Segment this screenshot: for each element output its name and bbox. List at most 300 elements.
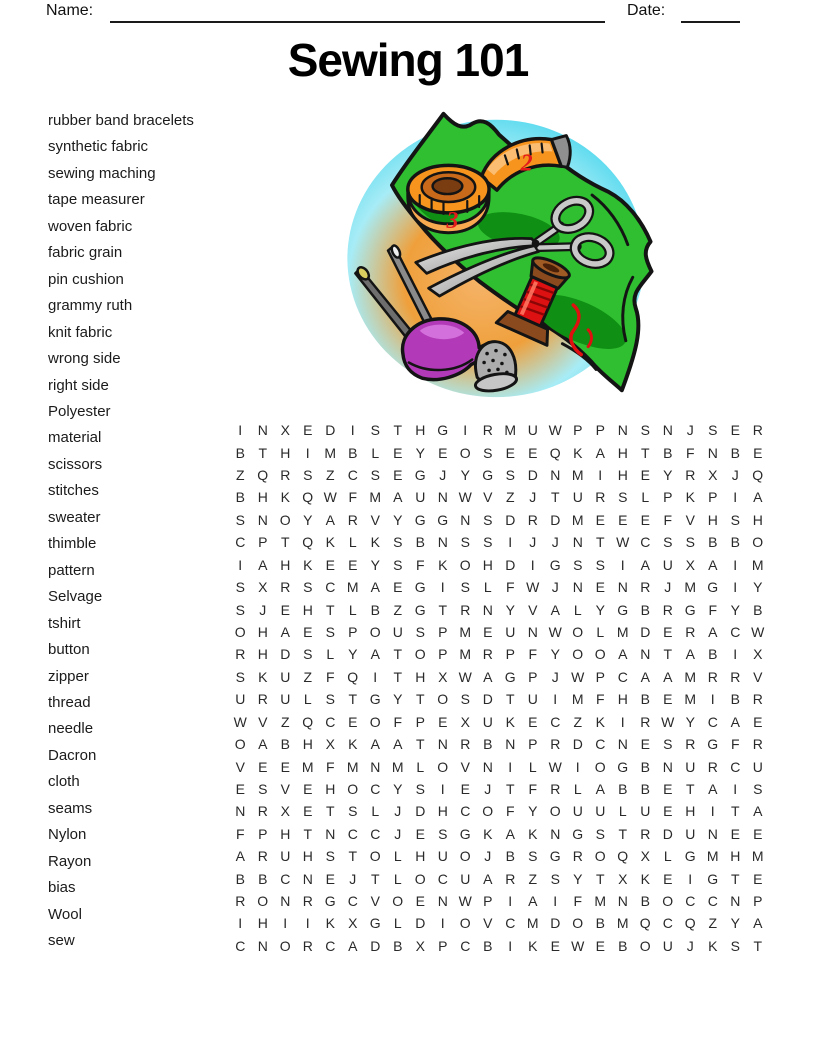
grid-letter: G (707, 736, 719, 753)
grid-letter: L (641, 489, 650, 506)
grid-letter: N (617, 736, 628, 753)
grid-letter: A (370, 579, 380, 596)
grid-letter: N (460, 511, 471, 528)
grid-letter: S (303, 579, 313, 596)
grid-letter: S (483, 444, 493, 461)
grid-letter: T (348, 691, 358, 708)
grid-letter: B (663, 444, 673, 461)
word-list-item: seams (48, 799, 93, 817)
grid-letter: E (393, 467, 403, 484)
grid-letter: M (346, 758, 359, 775)
grid-letter: R (640, 713, 651, 730)
grid-letter: M (571, 467, 584, 484)
grid-letter: T (393, 646, 403, 663)
grid-letter: C (550, 713, 561, 730)
grid-letter: P (505, 646, 515, 663)
grid-letter: K (505, 713, 515, 730)
grid-letter: L (393, 915, 402, 932)
grid-letter: X (280, 422, 290, 439)
grid-letter: H (415, 422, 426, 439)
grid-letter: A (595, 780, 605, 797)
grid-letter: L (326, 646, 335, 663)
grid-letter: Q (639, 915, 651, 932)
grid-letter: D (325, 422, 336, 439)
grid-letter: C (505, 915, 516, 932)
grid-letter: F (235, 825, 245, 842)
grid-letter: M (751, 556, 764, 573)
grid-letter: I (733, 556, 738, 573)
grid-letter: G (617, 601, 629, 618)
grid-letter: J (394, 803, 402, 820)
grid-letter: M (571, 511, 584, 528)
grid-letter: J (349, 870, 357, 887)
grid-letter: H (257, 489, 268, 506)
grid-letter: R (482, 422, 493, 439)
grid-letter: A (753, 489, 763, 506)
grid-letter: H (617, 691, 628, 708)
grid-letter: L (348, 601, 357, 618)
grid-letter: J (551, 579, 559, 596)
word-list-item: zipper (48, 667, 89, 685)
grid-letter: E (753, 870, 763, 887)
grid-letter: D (482, 691, 493, 708)
grid-letter: F (325, 668, 335, 685)
grid-letter: R (685, 624, 696, 640)
grid-letter: Y (730, 601, 740, 618)
grid-letter: E (460, 780, 470, 797)
grid-letter: H (752, 511, 763, 528)
grid-letter: I (508, 758, 513, 775)
grid-letter: R (257, 691, 268, 708)
word-list-item: fabric grain (48, 244, 123, 262)
grid-letter: W (458, 489, 472, 506)
grid-letter: S (753, 780, 763, 797)
word-list-item: tape measurer (48, 191, 145, 209)
grid-letter: S (235, 668, 245, 685)
grid-letter: S (235, 511, 245, 528)
word-list-item: thread (48, 693, 91, 711)
grid-letter: E (730, 422, 740, 439)
grid-letter: U (437, 848, 448, 865)
grid-letter: B (708, 534, 718, 551)
grid-letter: D (550, 915, 561, 932)
grid-letter: E (505, 444, 515, 461)
grid-letter: U (280, 668, 291, 685)
grid-letter: W (233, 713, 247, 730)
grid-letter: C (707, 893, 718, 910)
grid-letter: R (460, 736, 471, 753)
grid-letter: B (348, 444, 358, 461)
grid-letter: S (505, 467, 515, 484)
grid-letter: J (664, 579, 672, 596)
grid-letter: L (618, 803, 627, 820)
grid-letter: S (348, 803, 358, 820)
grid-letter: S (460, 579, 470, 596)
grid-letter: F (528, 646, 538, 663)
word-list-item: right side (48, 376, 109, 394)
grid-letter: N (707, 825, 718, 842)
grid-letter: M (459, 624, 472, 640)
grid-letter: B (505, 848, 515, 865)
grid-letter: O (437, 758, 449, 775)
grid-letter: R (280, 579, 291, 596)
grid-letter: V (370, 511, 380, 528)
grid-letter: U (505, 624, 516, 640)
grid-letter: O (459, 444, 471, 461)
grid-letter: S (370, 467, 380, 484)
grid-letter: N (302, 870, 313, 887)
grid-letter: S (460, 691, 470, 708)
grid-letter: S (708, 422, 718, 439)
word-list-item: pin cushion (48, 270, 124, 288)
grid-letter: J (551, 534, 559, 551)
grid-letter: M (346, 579, 359, 596)
grid-letter: I (373, 668, 378, 685)
grid-letter: M (369, 489, 382, 506)
grid-letter: E (618, 511, 628, 528)
grid-letter: T (325, 601, 335, 618)
grid-letter: I (688, 870, 693, 887)
grid-letter: R (752, 736, 763, 753)
grid-letter: Z (573, 713, 583, 730)
grid-letter: V (483, 915, 493, 932)
grid-letter: E (753, 444, 763, 461)
grid-letter: R (482, 646, 493, 663)
grid-letter: P (438, 624, 448, 640)
grid-letter: C (437, 870, 448, 887)
grid-letter: T (415, 691, 425, 708)
grid-letter: S (573, 556, 583, 573)
grid-letter: H (325, 780, 336, 797)
grid-letter: J (439, 467, 447, 484)
grid-letter: X (415, 937, 425, 954)
grid-letter: R (572, 848, 583, 865)
grid-letter: Q (257, 467, 269, 484)
grid-letter: G (437, 511, 449, 528)
grid-letter: I (350, 422, 355, 439)
grid-letter: X (618, 870, 628, 887)
grid-letter: E (595, 511, 605, 528)
grid-letter: V (235, 758, 245, 775)
grid-letter: O (594, 646, 606, 663)
grid-letter: S (640, 422, 650, 439)
grid-letter: B (640, 601, 650, 618)
grid-letter: C (662, 915, 673, 932)
grid-letter: R (235, 893, 246, 910)
grid-letter: A (663, 668, 673, 685)
grid-letter: H (257, 646, 268, 663)
grid-letter: N (730, 893, 741, 910)
grid-letter: A (753, 803, 763, 820)
grid-letter: O (279, 937, 291, 954)
grid-letter: T (280, 534, 290, 551)
grid-letter: B (280, 736, 290, 753)
grid-letter: A (235, 848, 245, 865)
grid-letter: A (258, 556, 268, 573)
grid-letter: V (258, 713, 268, 730)
grid-letter: S (303, 467, 313, 484)
grid-letter: W (323, 489, 337, 506)
grid-letter: I (463, 422, 468, 439)
grid-letter: U (482, 713, 493, 730)
grid-letter: G (617, 758, 629, 775)
word-list-item: material (48, 429, 102, 447)
grid-letter: O (414, 646, 426, 663)
grid-letter: E (235, 780, 245, 797)
grid-letter: S (258, 780, 268, 797)
grid-letter: M (684, 579, 697, 596)
grid-letter: A (685, 646, 695, 663)
grid-letter: P (348, 624, 358, 640)
grid-letter: A (393, 489, 403, 506)
grid-letter: C (280, 870, 291, 887)
grid-letter: Y (573, 870, 583, 887)
grid-letter: B (235, 444, 245, 461)
grid-letter: U (460, 870, 471, 887)
grid-letter: U (662, 556, 673, 573)
grid-letter: B (258, 870, 268, 887)
word-list-item: tshirt (48, 614, 81, 632)
word-list-item: wrong side (48, 350, 121, 368)
grid-letter: T (730, 870, 740, 887)
grid-letter: S (415, 780, 425, 797)
grid-letter: T (663, 646, 673, 663)
grid-letter: B (370, 601, 380, 618)
grid-letter: M (706, 848, 719, 865)
grid-letter: O (392, 893, 404, 910)
grid-letter: X (685, 556, 695, 573)
grid-letter: P (438, 937, 448, 954)
grid-letter: W (661, 713, 675, 730)
grid-letter: V (528, 601, 538, 618)
grid-letter: W (458, 893, 472, 910)
grid-letter: V (460, 758, 470, 775)
grid-letter: L (573, 780, 582, 797)
grid-letter: T (595, 870, 605, 887)
grid-letter: E (280, 758, 290, 775)
grid-letter: Y (415, 444, 425, 461)
grid-letter: I (238, 915, 243, 932)
grid-letter: A (505, 825, 515, 842)
grid-letter: I (283, 915, 288, 932)
grid-letter: R (460, 601, 471, 618)
grid-letter: Y (505, 601, 515, 618)
grid-letter: D (280, 646, 291, 663)
grid-letter: A (370, 646, 380, 663)
grid-letter: E (528, 444, 538, 461)
grid-letter: K (483, 825, 493, 842)
grid-letter: D (527, 467, 538, 484)
grid-letter: K (528, 825, 538, 842)
grid-letter: K (528, 937, 538, 954)
grid-letter: R (347, 511, 358, 528)
grid-letter: C (347, 825, 358, 842)
grid-letter: A (258, 736, 268, 753)
grid-letter: C (595, 736, 606, 753)
grid-letter: R (280, 467, 291, 484)
grid-letter: A (640, 556, 650, 573)
grid-letter: I (508, 534, 513, 551)
word-list-item: sweater (48, 508, 101, 526)
grid-letter: N (257, 422, 268, 439)
grid-letter: R (730, 668, 741, 685)
grid-letter: K (438, 556, 448, 573)
word-list-item: bias (48, 879, 76, 897)
grid-letter: I (733, 780, 738, 797)
grid-letter: N (325, 825, 336, 842)
grid-letter: V (753, 668, 763, 685)
grid-letter: R (662, 601, 673, 618)
grid-letter: X (325, 736, 335, 753)
grid-letter: P (528, 668, 538, 685)
grid-letter: X (753, 646, 763, 663)
grid-letter: I (553, 691, 558, 708)
grid-letter: S (528, 848, 538, 865)
grid-letter: B (640, 758, 650, 775)
grid-letter: O (369, 848, 381, 865)
grid-letter: X (640, 848, 650, 865)
grid-letter: Q (752, 467, 764, 484)
grid-letter: X (438, 668, 448, 685)
grid-letter: B (708, 646, 718, 663)
grid-letter: W (548, 624, 562, 640)
grid-letter: T (618, 825, 628, 842)
grid-letter: L (303, 691, 312, 708)
grid-letter: C (707, 713, 718, 730)
tape-number-3: 3 (446, 207, 459, 234)
grid-letter: R (640, 579, 651, 596)
date-blank-line (681, 21, 740, 23)
grid-letter: H (280, 825, 291, 842)
grid-letter: E (663, 691, 673, 708)
grid-letter: L (348, 534, 357, 551)
grid-letter: I (508, 893, 513, 910)
grid-letter: G (459, 825, 471, 842)
grid-letter: G (482, 467, 494, 484)
grid-letter: E (438, 713, 448, 730)
grid-letter: P (573, 422, 583, 439)
grid-letter: G (707, 870, 719, 887)
grid-letter: U (235, 691, 246, 708)
grid-letter: B (618, 937, 628, 954)
name-label: Name: (46, 2, 94, 19)
grid-letter: N (662, 422, 673, 439)
grid-letter: D (550, 511, 561, 528)
grid-letter: Q (302, 534, 314, 551)
grid-letter: I (238, 556, 243, 573)
grid-letter: U (662, 937, 673, 954)
grid-letter: B (235, 489, 245, 506)
grid-letter: V (370, 893, 380, 910)
grid-letter: T (505, 691, 515, 708)
grid-letter: M (684, 668, 697, 685)
grid-letter: N (257, 511, 268, 528)
grid-letter: U (527, 422, 538, 439)
word-list-item: stitches (48, 482, 99, 500)
grid-letter: S (325, 691, 335, 708)
grid-letter: A (370, 736, 380, 753)
word-list-item: scissors (48, 455, 103, 473)
grid-letter: L (393, 870, 402, 887)
word-list-item: Dacron (48, 746, 97, 764)
grid-letter: H (302, 848, 313, 865)
grid-letter: Y (370, 556, 380, 573)
grid-letter: F (685, 444, 695, 461)
grid-letter: S (235, 579, 245, 596)
grid-letter: F (730, 736, 740, 753)
grid-letter: N (280, 893, 291, 910)
grid-letter: Y (393, 511, 403, 528)
grid-letter: J (484, 848, 492, 865)
word-list-item: needle (48, 720, 94, 738)
grid-letter: O (594, 848, 606, 865)
name-blank-line (110, 21, 605, 23)
grid-letter: T (505, 780, 515, 797)
grid-letter: O (639, 937, 651, 954)
grid-letter: L (573, 601, 582, 618)
grid-letter: Y (393, 780, 403, 797)
grid-letter: H (730, 848, 741, 865)
grid-letter: G (414, 579, 426, 596)
grid-letter: O (459, 915, 471, 932)
grid-letter: O (234, 736, 246, 753)
grid-letter: R (527, 511, 538, 528)
grid-letter: T (685, 780, 695, 797)
grid-letter: G (684, 848, 696, 865)
grid-letter: S (730, 511, 740, 528)
grid-letter: F (663, 511, 673, 528)
grid-letter: S (325, 624, 335, 640)
grid-letter: O (459, 848, 471, 865)
grid-letter: E (595, 937, 605, 954)
grid-letter: K (325, 534, 335, 551)
thimble-icon (474, 342, 518, 394)
grid-letter: C (640, 534, 651, 551)
grid-letter: H (280, 444, 291, 461)
grid-letter: H (415, 848, 426, 865)
grid-letter: A (483, 870, 493, 887)
grid-letter: C (460, 803, 471, 820)
grid-letter: E (415, 825, 425, 842)
grid-letter: N (257, 937, 268, 954)
grid-letter: P (415, 713, 425, 730)
grid-letter: N (437, 893, 448, 910)
grid-letter: C (347, 467, 358, 484)
grid-letter: N (482, 758, 493, 775)
word-list-item: sew (48, 932, 75, 950)
grid-letter: W (571, 937, 585, 954)
grid-letter: P (258, 825, 268, 842)
grid-letter: K (258, 668, 268, 685)
grid-letter: I (440, 579, 445, 596)
grid-letter: X (348, 915, 358, 932)
grid-letter: I (710, 803, 715, 820)
grid-letter: H (415, 668, 426, 685)
grid-letter: F (348, 489, 358, 506)
grid-letter: Y (753, 579, 763, 596)
grid-letter: E (640, 511, 650, 528)
grid-letter: A (348, 937, 358, 954)
grid-letter: R (302, 937, 313, 954)
grid-letter: N (437, 736, 448, 753)
grid-letter: S (663, 534, 673, 551)
grid-letter: E (303, 780, 313, 797)
grid-letter: O (257, 893, 269, 910)
grid-letter: E (325, 870, 335, 887)
grid-letter: T (640, 444, 650, 461)
grid-letter: B (235, 870, 245, 887)
grid-letter: D (662, 825, 673, 842)
